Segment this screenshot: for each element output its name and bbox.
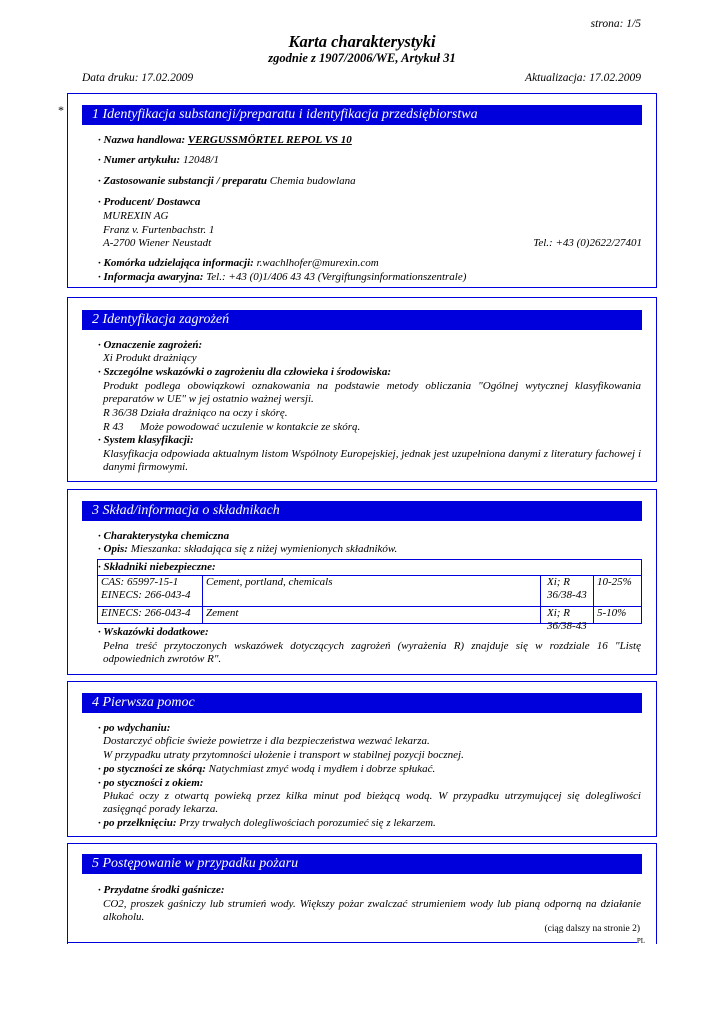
extinguishing-media-text: CO2, proszek gaśniczy lub strumień wody. Większy pożar zwalczać strumieniem wody lub pianą odporną na działanie alkoholu. [103, 898, 641, 923]
hazard-marking-label: · Oznaczenie zagrożeń: [98, 339, 203, 351]
hazard-marking-value: Xi Produkt drażniący [103, 352, 197, 364]
print-date: Data druku: 17.02.2009 [82, 72, 194, 84]
section-5-heading: 5 Postępowanie w przypadku pożaru [82, 854, 642, 874]
table-row [98, 575, 641, 607]
extinguishing-media-label: · Przydatne środki gaśnicze: [98, 884, 225, 896]
article-number-value: 12048/1 [182, 154, 220, 166]
additional-info-text: Pełna treść przytoczonych wskazówek dotyczących zagrożeń (wyrażenia R) znajduje się w rozdziale 16 "Listę odpowiednich zwrotów R". [103, 640, 641, 665]
einecs-number: EINECS: 266-043-4 [101, 607, 191, 619]
emergency-value: Tel.: +43 (0)1/406 43 43 (Vergiftungsinformationszentrale) [206, 271, 467, 283]
special-hazard-text: Produkt podlega obowiązkowi oznakowania na podstawie metody obliczania "Ogólnej wytycznej klasyfikowania preparatów w UE" w jej ostatnio ważnej wersji. [103, 380, 641, 405]
inhalation-text-2: W przypadku utraty przytomności ułożenie i transport w stabilnej pozycji bocznej. [103, 749, 464, 761]
description-row [98, 543, 397, 556]
producer-city: A-2700 Wiener Neustadt [103, 237, 212, 249]
producer-phone: Tel.: +43 (0)2622/27401 [533, 237, 642, 249]
classification-system-text: Klasyfikacja odpowiada aktualnym listom Wspólnoty Europejskiej, jednak jest uzupełniona danymi z literatury fachowej i danymi firmowymi. [103, 448, 641, 473]
cell-divider [540, 576, 541, 607]
section-2-heading: 2 Identyfikacja zagrożeń [82, 310, 642, 330]
article-number-label: · Numer artykułu: [98, 154, 181, 166]
usage-row [98, 175, 356, 188]
component-name: Cement, portland, chemicals [202, 576, 506, 607]
eye-contact-text: Płukać oczy z otwartą powieką przez kilka minut pod bieżącą wodą. W przypadku utrzymującej się dolegliwości zasięgnąć porady lekarza. [103, 790, 641, 815]
trade-name-value: VERGUSSMÖRTEL REPOL VS 10 [187, 134, 352, 146]
section-1-heading: 1 Identyfikacja substancji/preparatu i identyfikacja przedsiębiorstwa [82, 105, 642, 125]
producer-name: MUREXIN AG [103, 210, 169, 222]
info-contact-email[interactable]: r.wachlhofer@murexin.com [256, 257, 379, 269]
r36-38-phrase: R 36/38 Działa drażniąco na oczy i skórę. [103, 407, 288, 419]
component-name: Zement [202, 607, 506, 624]
emergency-row [98, 271, 466, 284]
producer-street: Franz v. Furtenbachstr. 1 [103, 224, 215, 236]
skin-contact-row [98, 763, 435, 776]
info-contact-label: · Komórka udzielająca informacji: [98, 257, 254, 269]
continued-note: (ciąg dalszy na stronie 2) [544, 924, 640, 934]
language-code: PL [636, 937, 645, 945]
chemical-characteristics-label: · Charakterystyka chemiczna [98, 530, 230, 542]
cell-divider [540, 607, 541, 624]
section-3-heading: 3 Skład/informacja o składnikach [82, 501, 642, 521]
swallowing-row [98, 817, 436, 830]
inhalation-label: · po wdychaniu: [98, 722, 171, 734]
revision-marker: * [58, 103, 64, 117]
footer-divider [67, 942, 637, 943]
section-3-box [67, 489, 657, 675]
classification-system-label: · System klasyfikacji: [98, 434, 194, 446]
einecs-number: EINECS: 266-043-4 [101, 589, 191, 601]
usage-label: · Zastosowanie substancji / preparatu [98, 175, 268, 187]
skin-contact-value: Natychmiast zmyć wodą i mydłem i dobrze spłukać. [208, 763, 436, 775]
section-2-box [67, 297, 657, 482]
trade-name-row [98, 134, 352, 147]
r43-phrase [103, 421, 360, 434]
r43-text: Może powodować uczulenie w kontakcie ze skórą. [139, 421, 361, 433]
update-date: Aktualizacja: 17.02.2009 [525, 72, 641, 84]
usage-value: Chemia budowlana [269, 175, 356, 187]
special-hazard-label: · Szczególne wskazówki o zagrożeniu dla człowieka i środowiska: [98, 366, 392, 378]
producer-label: · Producent/ Dostawca [98, 196, 201, 208]
component-classification: Xi; R 36/38-43 [547, 607, 587, 632]
component-concentration: 5-10% [593, 607, 641, 624]
component-classification: Xi; R 36/38-43 [547, 576, 587, 601]
emergency-label: · Informacja awaryjna: [98, 271, 204, 283]
inhalation-text-1: Dostarczyć obficie świeże powietrze i dla bezpieczeństwa wezwać lekarza. [103, 735, 430, 747]
component-concentration: 10-25% [593, 576, 641, 607]
eye-contact-label: · po styczności z okiem: [98, 777, 204, 789]
section-1-box [67, 93, 657, 288]
additional-info-label: · Wskazówki dodatkowe: [98, 626, 209, 638]
article-number-row [98, 154, 219, 167]
hazardous-components-label: · Składniki niebezpieczne: [98, 561, 216, 573]
swallowing-value: Przy trwałych dolegliwościach porozumieć się z lekarzem. [179, 817, 436, 829]
section-4-heading: 4 Pierwsza pomoc [82, 693, 642, 713]
cas-number: CAS: 65997-15-1 [101, 576, 179, 588]
description-value: Mieszanka: składająca się z niżej wymienionych składników. [130, 543, 398, 555]
table-cell-id [98, 576, 201, 607]
document-title: Karta charakterystyki [288, 32, 436, 51]
section-4-box [67, 681, 657, 837]
info-contact-row [98, 257, 379, 270]
skin-contact-label: · po styczności ze skórą: [98, 763, 206, 775]
trade-name-label: · Nazwa handlowa: [98, 134, 186, 146]
document-subtitle: zgodnie z 1907/2006/WE, Artykuł 31 [268, 51, 456, 65]
swallowing-label: · po przełknięciu: [98, 817, 177, 829]
page-number: strona: 1/5 [590, 18, 641, 30]
description-label: · Opis: [98, 543, 128, 555]
r43-code: R 43 [103, 421, 124, 433]
